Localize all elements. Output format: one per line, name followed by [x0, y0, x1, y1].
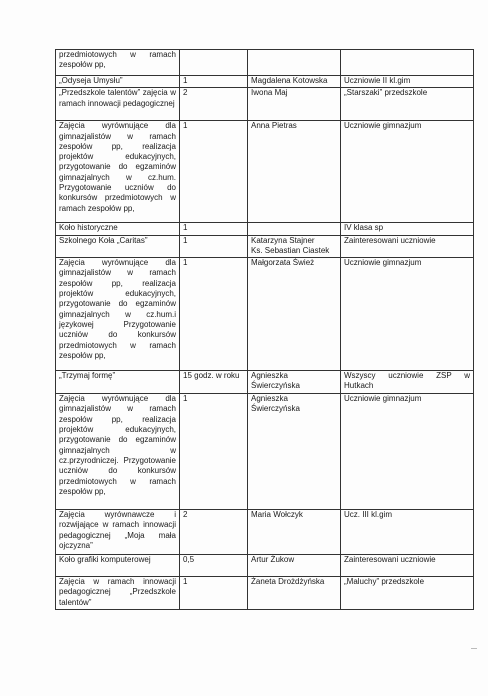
participants-cell: Uczniowie gimnazjum	[341, 258, 474, 371]
table-row	[56, 258, 474, 371]
activity-cell: Zajęcia wyrównujące dla gimnazjalistów w ramach zespołów pp, realizacja projektów edukacyjnych, przygotowanie do egzaminów gimnazjalnych w cz.hum. Przygotowanie uczniów do konkursów przedmiotowych w ramach zespołów pp,	[56, 121, 180, 223]
teacher-cell: Agnieszka Świerczyńska	[248, 371, 341, 394]
table-row	[56, 121, 474, 223]
table-row	[56, 371, 474, 394]
teacher-cell: Katarzyna Stajner Ks. Sebastian Ciastek	[248, 235, 341, 258]
activities-table-body	[56, 50, 474, 610]
hours-cell	[180, 50, 248, 76]
table-row	[56, 394, 474, 510]
activity-cell: Szkolnego Koła „Caritas”	[56, 235, 180, 258]
activity-cell: Zajęcia wyrównujące dla gimnazjalistów w ramach zespołów pp, realizacja projektów edukacyjnych, przygotowanie do egzaminów gimnazjalnych w cz.przyrodniczej. Przygotowanie uczniów do konkursów przedmiotowych w ramach zespołów pp,	[56, 394, 180, 510]
hours-cell: 1	[180, 394, 248, 510]
participants-cell: Uczniowie gimnazjum	[341, 394, 474, 510]
teacher-cell: Żaneta Drożdżyńska	[248, 577, 341, 610]
participants-cell: Zainteresowani uczniowie	[341, 235, 474, 258]
table-row	[56, 88, 474, 121]
activity-cell: Zajęcia wyrównawcze i rozwijające w ramach innowacji pedagogicznej „Moja mała ojczyzna”	[56, 510, 180, 555]
activity-cell: „Przedszkole talentów” zajęcia w ramach innowacji pedagogicznej	[56, 88, 180, 121]
teacher-cell: Małgorzata Śwież	[248, 258, 341, 371]
hours-cell: 1	[180, 258, 248, 371]
hours-cell: 2	[180, 88, 248, 121]
participants-cell: „Starszaki” przedszkole	[341, 88, 474, 121]
activity-cell: „Trzymaj formę”	[56, 371, 180, 394]
table-row	[56, 76, 474, 88]
participants-cell: „Maluchy” przedszkole	[341, 577, 474, 610]
activity-cell: „Odyseja Umysłu”	[56, 76, 180, 88]
table-row	[56, 510, 474, 555]
activity-cell: przedmiotowych w ramach zespołów pp,	[56, 50, 180, 76]
activity-cell: Zajęcia w ramach innowacji pedagogicznej „Przedszkole talentów”	[56, 577, 180, 610]
table-row	[56, 50, 474, 76]
activities-table	[55, 49, 474, 610]
table-row	[56, 555, 474, 577]
activity-cell: Koło historyczne	[56, 223, 180, 235]
participants-cell: Zainteresowani uczniowie	[341, 555, 474, 577]
teacher-cell	[248, 50, 341, 76]
activity-cell: Koło grafiki komputerowej	[56, 555, 180, 577]
participants-cell: Uczniowie gimnazjum	[341, 121, 474, 223]
table-row	[56, 235, 474, 258]
participants-cell: Ucz. III kl.gim	[341, 510, 474, 555]
hours-cell: 2	[180, 510, 248, 555]
page-edge-mark	[471, 648, 477, 649]
hours-cell: 1	[180, 577, 248, 610]
hours-cell: 15 godz. w roku	[180, 371, 248, 394]
hours-cell: 1	[180, 121, 248, 223]
participants-cell: Wszyscy uczniowie ZSP w Hutkach	[341, 371, 474, 394]
teacher-cell: Magdalena Kotowska	[248, 76, 341, 88]
table-row	[56, 577, 474, 610]
teacher-cell: Agnieszka Świerczyńska	[248, 394, 341, 510]
hours-cell: 1	[180, 76, 248, 88]
hours-cell: 0,5	[180, 555, 248, 577]
teacher-cell: Maria Wołczyk	[248, 510, 341, 555]
hours-cell: 1	[180, 223, 248, 235]
participants-cell: IV klasa sp	[341, 223, 474, 235]
participants-cell: Uczniowie II kl.gim	[341, 76, 474, 88]
hours-cell: 1	[180, 235, 248, 258]
teacher-cell: Anna Pietras	[248, 121, 341, 223]
teacher-cell: Artur Żukow	[248, 555, 341, 577]
table-row	[56, 223, 474, 235]
teacher-cell	[248, 223, 341, 235]
activity-cell: Zajęcia wyrównujące dla gimnazjalistów w ramach zespołów pp, realizacja projektów edukacyjnych, przygotowanie do egzaminów gimnazjalnych w cz.hum.i językowej Przygotowanie uczniów do konkursów przedmiotowych w ramach zespołów pp,	[56, 258, 180, 371]
participants-cell	[341, 50, 474, 76]
teacher-cell: Iwona Maj	[248, 88, 341, 121]
